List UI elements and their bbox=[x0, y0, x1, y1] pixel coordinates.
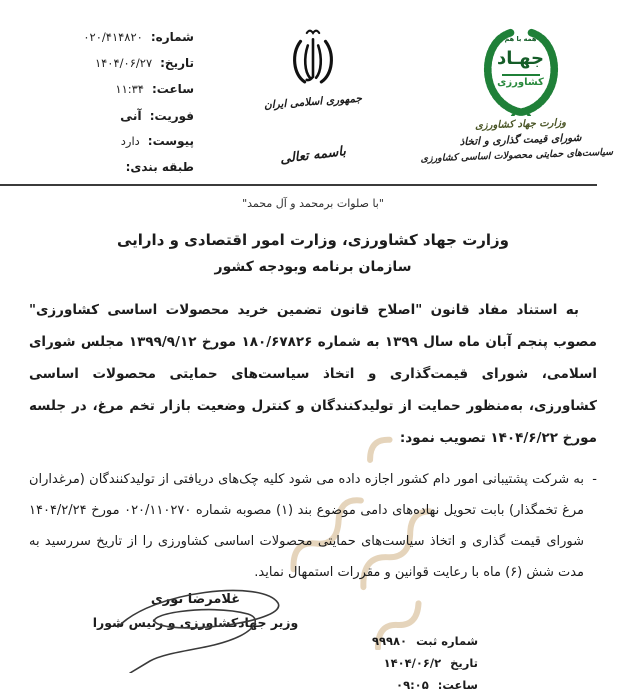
signer-name: غلامرضا نوری bbox=[150, 592, 241, 607]
reg-date-row bbox=[328, 656, 478, 678]
logo-divider bbox=[502, 74, 540, 76]
logo-jahad-text: جهـاد bbox=[496, 48, 544, 69]
jahad-keshavarzi-logo-icon bbox=[478, 24, 564, 116]
field-urgency bbox=[14, 108, 194, 134]
reg-value: ۰۹:۰۵ bbox=[396, 678, 429, 692]
reg-value: ۱۴۰۴/۰۶/۲ bbox=[383, 656, 442, 670]
logo-keshavarzi-text: کشاورزی bbox=[497, 77, 544, 88]
reg-number-row bbox=[328, 634, 478, 656]
bullet-marker: - bbox=[592, 472, 597, 487]
emblem-caption: جمهوری اسلامی ایران bbox=[263, 92, 363, 112]
logo-top-text: همه با هم bbox=[504, 35, 537, 43]
field-label: طبقه بندی: bbox=[125, 160, 194, 174]
field-label: ساعت: bbox=[151, 82, 194, 96]
field-attachment bbox=[14, 134, 194, 160]
iran-emblem bbox=[248, 26, 378, 112]
ministry-logo-column bbox=[420, 24, 614, 165]
field-date bbox=[14, 56, 194, 82]
field-value: دارد bbox=[120, 134, 140, 148]
ministry-name: وزارت جهاد کشاورزی bbox=[474, 117, 567, 132]
reg-label: تاریخ bbox=[450, 656, 478, 670]
iran-emblem-icon bbox=[287, 75, 339, 94]
resolution-text: به شرکت پشتیبانی امور دام کشور اجازه داده می شود کلیه چک‌های دریافتی از تولیدکنندگان (مرغداران مرغ تخمگذار) بابت تحویل نهاده‌های دامی موضوع بند (۱) مصوبه شماره ۰۲۰/۱۱۰۲۷۰ مورخ ۱۴۰۴/۲/۲۴ شورای قیمت گذاری و اتخاذ سیاست‌های حمایتی محصولات اساسی کشاورزی را از تاریخ سررسید به مدت شش (۶) ماه با رعایت قوانین و مقررات استمهال نماید. bbox=[29, 472, 584, 580]
recipients-line1: وزارت جهاد کشاورزی، وزارت امور اقتصادی و دارایی bbox=[116, 231, 510, 249]
field-value: ۱۴۰۴/۰۶/۲۷ bbox=[94, 56, 153, 70]
field-value: آنی bbox=[120, 108, 142, 123]
field-label: پیوست: bbox=[147, 134, 194, 148]
basmala-text: باسمه تعالی bbox=[279, 144, 347, 167]
field-label: تاریخ: bbox=[160, 56, 194, 70]
salutation: "با صلوات برمحمد و آل محمد" bbox=[242, 197, 384, 210]
intro-paragraph: به استناد مفاد قانون "اصلاح قانون تضمین خرید محصولات اساسی کشاورزی" مصوب پنجم آبان ماه سال ۱۳۹۹ به شماره ۱۸۰/۶۷۸۲۶ مورخ ۱۳۹۹/۹/۱۲ مجلس شورای اسلامی، شورای قیمت‌گذاری و اتخاذ سیاست‌های حمایتی محصولات اساسی کشاورزی، به‌منظور حمایت از تولیدکنندگان و کنترل وضعیت بازار تخم مرغ، در جلسه مورخ ۱۴۰۴/۶/۲۲ تصویب نمود: bbox=[29, 302, 597, 446]
header-fields bbox=[14, 30, 194, 186]
council-name-line2: سیاست‌های حمایتی محصولات اساسی کشاورزی bbox=[420, 146, 614, 165]
field-time bbox=[14, 82, 194, 108]
letter-body bbox=[29, 294, 597, 588]
field-value: ۰۲۰/۴۱۴۸۲۰ bbox=[83, 30, 143, 44]
field-number bbox=[14, 30, 194, 56]
field-value: ۱۱:۳۴ bbox=[115, 82, 144, 96]
reg-time-row bbox=[328, 678, 478, 700]
field-label: فوریت: bbox=[149, 109, 194, 123]
reg-value: ۹۹۹۸۰ bbox=[371, 634, 408, 648]
header-divider bbox=[0, 184, 597, 186]
council-name-line1: شورای قیمت گذاری و اتخاذ bbox=[459, 131, 582, 149]
reg-label: شماره ثبت bbox=[416, 634, 478, 648]
resolution-item bbox=[29, 464, 597, 588]
reg-label: ساعت: bbox=[437, 678, 478, 692]
signer-title: وزیر جهادکشاورزی و رئیس شورا bbox=[92, 615, 299, 630]
recipients-line2: سازمان برنامه وبودجه کشور bbox=[214, 259, 412, 275]
signature-block bbox=[88, 592, 303, 630]
field-label: شماره: bbox=[150, 30, 194, 44]
field-classification bbox=[14, 160, 194, 186]
registration-stamp bbox=[328, 634, 478, 700]
